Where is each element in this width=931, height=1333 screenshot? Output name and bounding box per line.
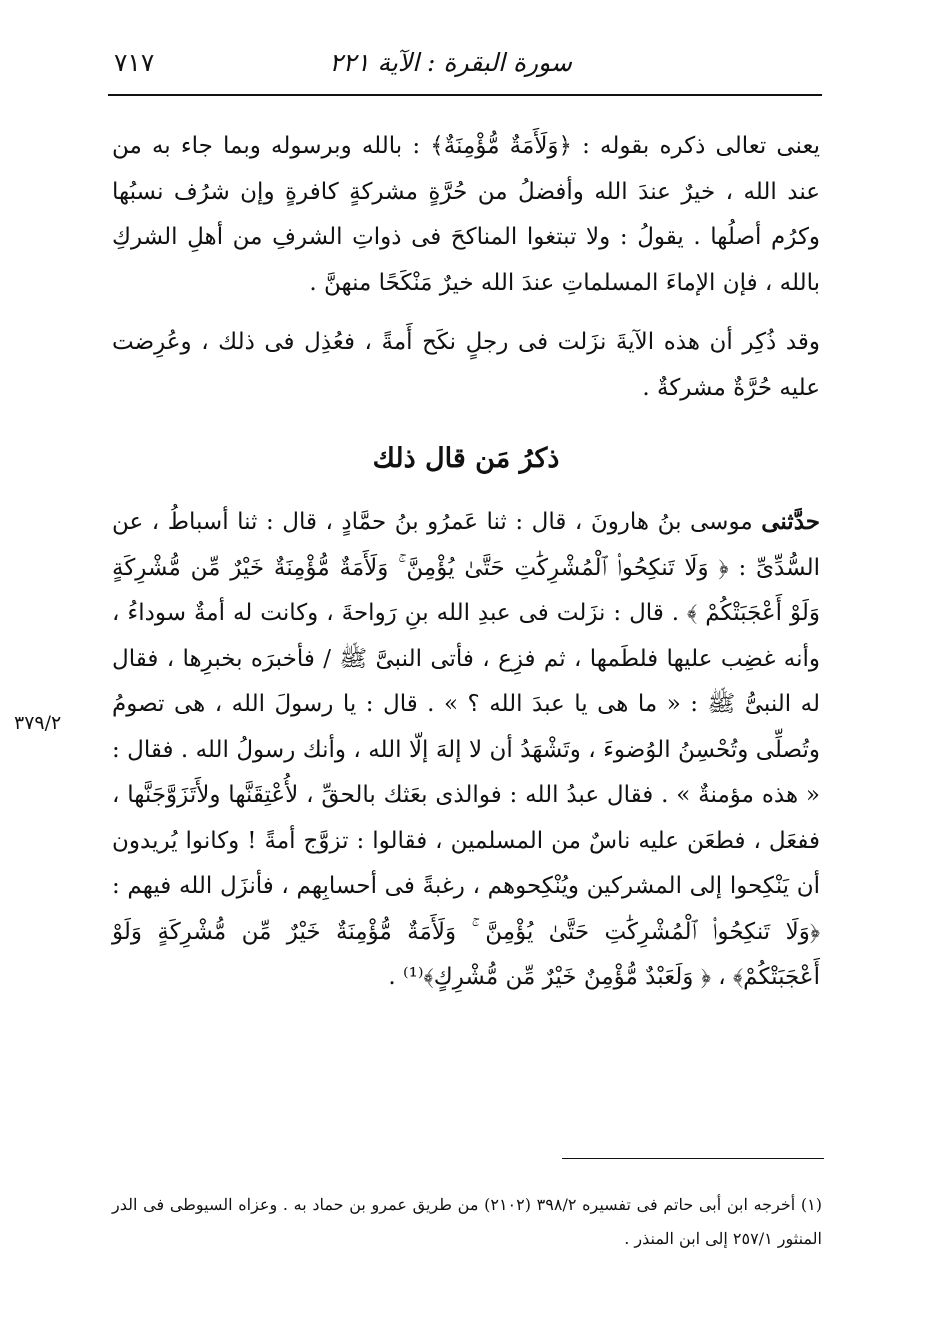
running-title: سورة البقرة : الآية ٢٢١ (329, 48, 572, 77)
paragraph-2: وقد ذُكِر أن هذه الآيةَ نزَلت فى رجلٍ نكَح أَمةً ، فعُذِل فى ذلك ، وعُرِضت عليه حُرَّةٌ مشركةٌ . (112, 329, 820, 401)
main-text (112, 124, 820, 1001)
footnote-divider (562, 1158, 824, 1159)
paragraph-3-text: موسى بنُ هارونَ ، قال : ثنا عَمرُو بنُ حمَّادٍ ، قال : ثنا أسباطُ ، عن السُّدِّىِّ : ﴿ وَلَا تَنكِحُوا۟ ٱلْمُشْرِكَٰتِ حَتَّىٰ يُؤْمِنَّ ۚ وَلَأَمَةٌ مُّؤْمِنَةٌ خَيْرٌ مِّن مُّشْرِكَةٍ وَلَوْ أَعْجَبَتْكُمْ ﴾ . قال : نزَلت فى عبدِ الله بنِ رَواحةَ ، وكانت له أمةٌ سوداءُ ، وأنه غضِب عليها فلطَمها ، ثم فزِع ، فأتى النبىَّ ﷺ / فأخبرَه بخبرِها ، فقال له النبىُّ ﷺ : « ما هى يا عبدَ الله ؟ » . قال : يا رسولَ الله ، هى تصومُ وتُصلِّى وتُحْسِنُ الوُضوءَ ، وتَشْهَدُ أن لا إلهَ إلّا الله ، وأنك رسولُ الله . فقال : « هذه مؤمنةٌ » . فقال عبدُ الله : فوالذى بعَثك بالحقِّ ، لأُعْتِقَنَّها ولأَتَزَوَّجَنَّها ، ففعَل ، فطعَن عليه ناسٌ من المسلمين ، فقالوا : تزوَّج أمةً ! وكانوا يُريدون أن يَنْكِحوا إلى المشركين ويُنْكِحوهم ، رغبةً فى أحسابِهم ، فأنزَل الله فيهم : ﴿وَلَا تَنكِحُوا۟ ٱلْمُشْرِكَٰتِ حَتَّىٰ يُؤْمِنَّ ۚ وَلَأَمَةٌ مُّؤْمِنَةٌ خَيْرٌ مِّن مُّشْرِكَةٍ وَلَوْ أَعْجَبَتْكُمْ﴾ ، ﴿ وَلَعَبْدٌ مُّؤْمِنٌ خَيْرٌ مِّن مُّشْرِكٍ﴾⁽¹⁾ . (112, 509, 820, 990)
paragraph-1: يعنى تعالى ذكره بقوله : ﴿وَلَأَمَةٌ مُّؤْمِنَةٌ﴾ : بالله وبرسوله وبما جاء به من عند الله ، خيرٌ عندَ الله وأفضلُ من حُرَّةٍ مشركةٍ كافرةٍ وإن شرُف نسبُها وكرُم أصلُها . يقولُ : ولا تبتغوا المناكحَ فى ذواتِ الشرفِ من أهلِ الشركِ بالله ، فإن الإماءَ المسلماتِ عندَ الله خيرٌ مَنْكَحًا منهنَّ . (112, 133, 820, 296)
footnote: (١) أخرجه ابن أبى حاتم فى تفسيره ٣٩٨/٢ (٢١٠٢) من طريق عمرو بن حماد به . وعزاه السيوطى فى الدر المنثور ٢٥٧/١ إلى ابن المنذر . (112, 1195, 823, 1248)
page-number: ٧١٧ (114, 48, 155, 77)
paragraph-3-lead: حدَّثنى (761, 508, 820, 535)
margin-reference: ٣٧٩/٢ (14, 712, 62, 734)
page-header (108, 44, 822, 92)
paragraph-3 (112, 499, 820, 1001)
section-heading: ذكرُ مَن قال ذلك (372, 443, 560, 474)
header-divider (108, 94, 822, 96)
